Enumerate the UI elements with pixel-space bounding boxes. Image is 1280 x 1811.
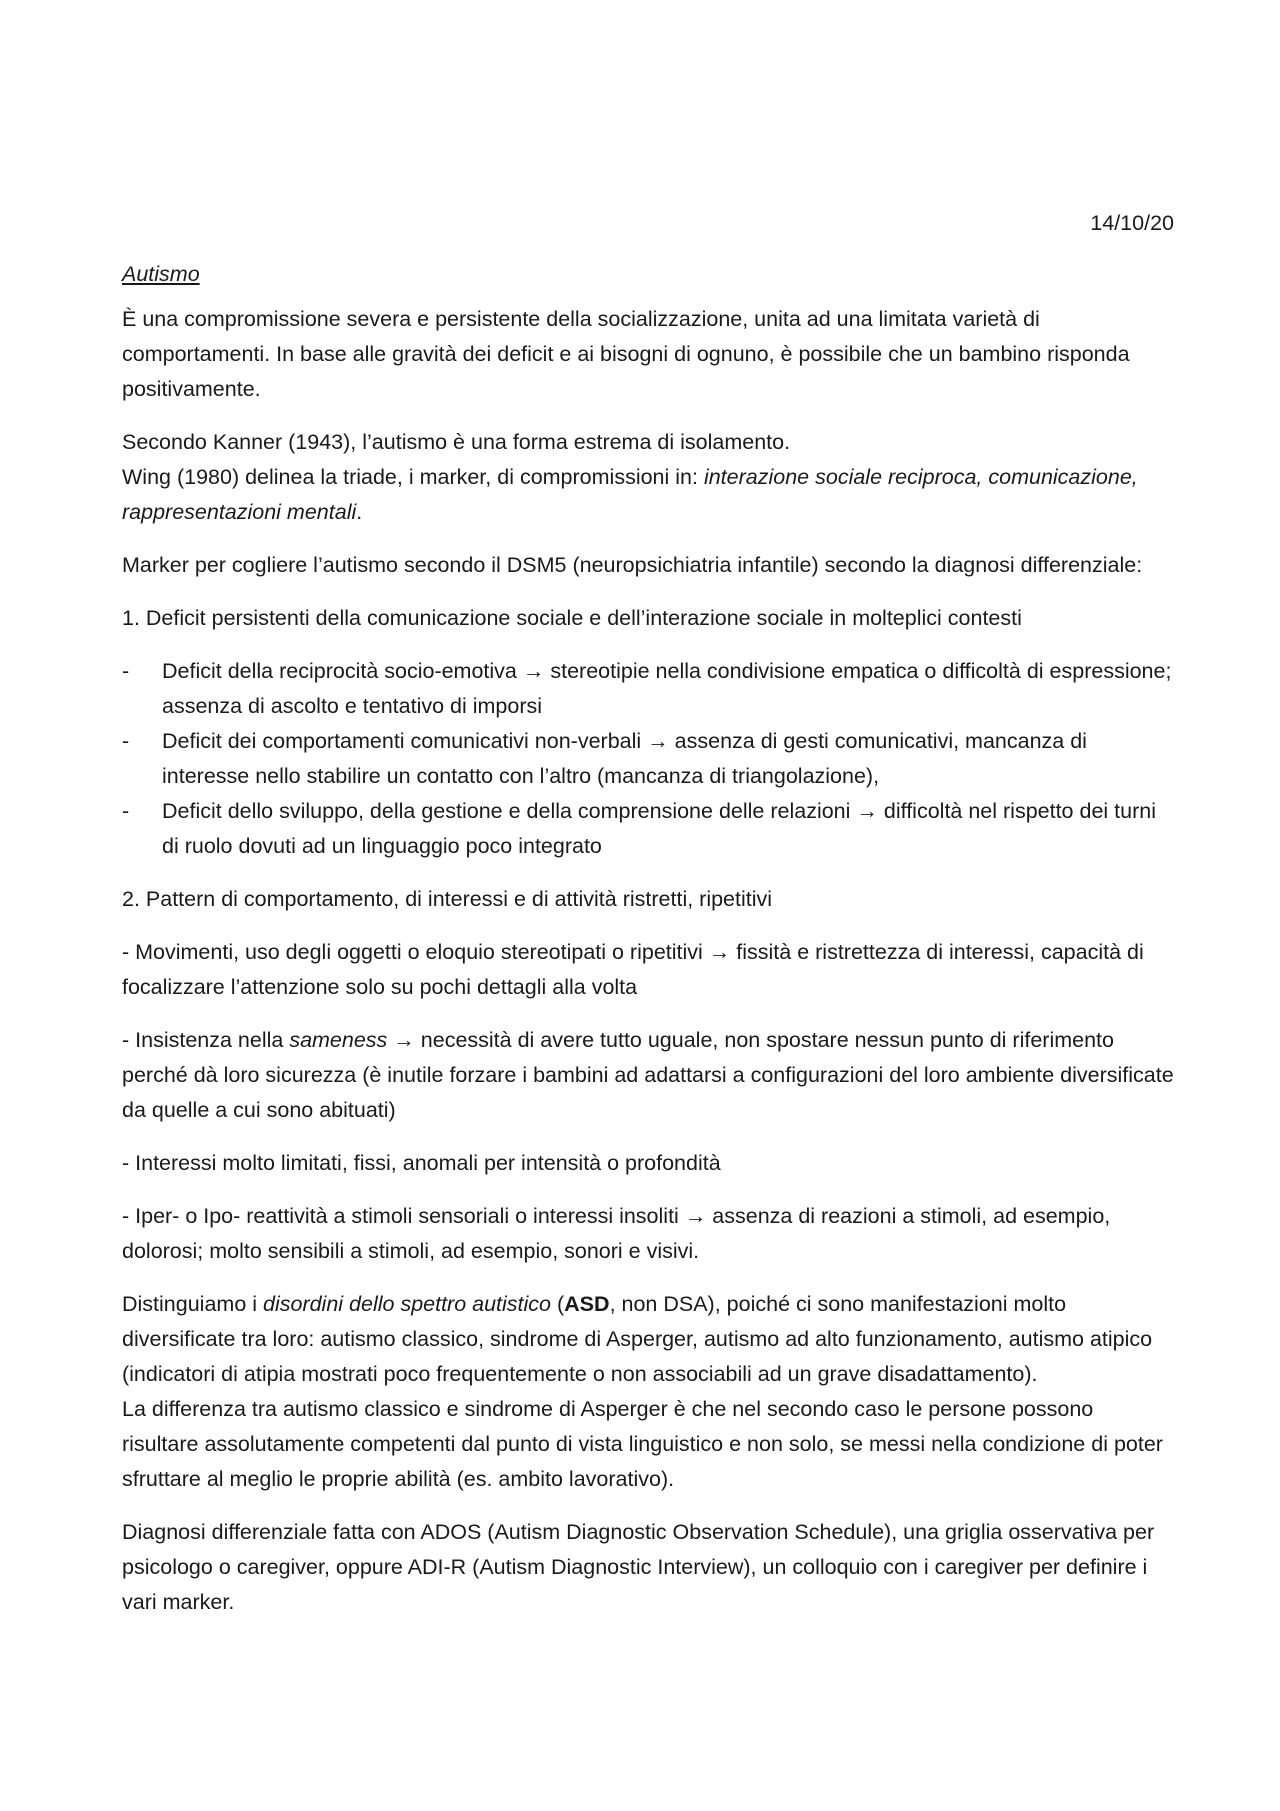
document-body [122, 206, 1174, 1638]
paragraph-diagnosis: Diagnosi differenziale fatta con ADOS (Autism Diagnostic Observation Schedule), una griglia osservativa per psicologo o caregiver, oppure ADI-R (Autism Diagnostic Interview), un colloquio con i caregiver per definire i vari marker. [122, 1520, 1155, 1614]
dash-bullet: - [122, 729, 130, 753]
list-item: - Deficit della reciprocità socio-emotiva → stereotipie nella condivisione empatica o difficoltà di espressione; assenza di ascolto e tentativo di imporsi [122, 654, 1174, 724]
wing-line-intro: Wing (1980) delinea la triade, i marker, di compromissioni in: [122, 465, 704, 489]
wing-line-end: . [356, 500, 363, 524]
document-title: Autismo [122, 262, 200, 286]
arrow-right-icon: → [393, 1028, 415, 1052]
paragraph-dsm5: Marker per cogliere l’autismo secondo il DSM5 (neuropsichiatria infantile) secondo la diagnosi differenziale: [122, 553, 1143, 577]
paragraph-asd: Distinguiamo i disordini dello spettro autistico (ASD, non DSA), poiché ci sono manifestazioni molto diversificate tra loro: autismo classico, sindrome di Asperger, autismo ad alto funzionamento, autismo atipico (indicatori di atipia mostrati poco frequentemente o non associabili ad un grave disadattamento). [122, 1292, 1153, 1386]
kanner-line: Secondo Kanner (1943), l’autismo è una forma estrema di isolamento. [122, 430, 791, 454]
arrow-right-icon: → [684, 1204, 707, 1228]
wing-triad-terms: interazione sociale reciproca, comunicazione, rappresentazioni mentali [122, 465, 1138, 524]
arrow-right-icon: → [856, 799, 878, 823]
arrow-right-icon: → [647, 729, 669, 753]
section2-item-interests: - Interessi molto limitati, fissi, anomali per intensità o profondità [122, 1151, 721, 1175]
paragraph-history [122, 425, 1174, 530]
section2-item-movements: - Movimenti, uso degli oggetti o eloquio stereotipati o ripetitivi → fissità e ristrettezza di interessi, capacità di focalizzare l’attenzione solo su pochi dettagli alla volta [122, 940, 1144, 999]
document-date: 14/10/20 [1090, 211, 1174, 235]
section1-list [122, 654, 1174, 864]
section1-heading: 1. Deficit persistenti della comunicazione sociale e dell’interazione sociale in molteplici contesti [122, 606, 1022, 630]
paragraph-definition: È una compromissione severa e persistente della socializzazione, unita ad una limitata varietà di comportamenti. In base alle gravità dei deficit e ai bisogni di ognuno, è possibile che un bambino risponda positivamente. [122, 307, 1130, 401]
section2-item-reactivity: - Iper- o Ipo- reattività a stimoli sensoriali o interessi insoliti → assenza di reazioni a stimoli, ad esempio, dolorosi; molto sensibili a stimoli, ad esempio, sonori e visivi. [122, 1204, 1111, 1263]
arrow-right-icon: → [522, 659, 545, 683]
paragraph-asperger: La differenza tra autismo classico e sindrome di Asperger è che nel secondo caso le persone possono risultare assolutamente competenti dal punto di vista linguistico e non solo, se messi nella condizione di poter sfruttare al meglio le proprie abilità (es. ambito lavorativo). [122, 1397, 1163, 1491]
dash-bullet: - [122, 659, 130, 683]
section2-heading: 2. Pattern di comportamento, di interessi e di attività ristretti, ripetitivi [122, 887, 773, 911]
arrow-right-icon: → [708, 940, 731, 964]
dash-bullet: - [122, 799, 130, 823]
list-item: - Deficit dello sviluppo, della gestione e della comprensione delle relazioni → difficoltà nel rispetto dei turni di ruolo dovuti ad un linguaggio poco integrato [122, 794, 1174, 864]
list-item: - Deficit dei comportamenti comunicativi non-verbali → assenza di gesti comunicativi, mancanza di interesse nello stabilire un contatto con l’altro (mancanza di triangolazione), [122, 724, 1174, 794]
section2-item-sameness: - Insistenza nella sameness → necessità di avere tutto uguale, non spostare nessun punto di riferimento perché dà loro sicurezza (è inutile forzare i bambini ad adattarsi a configurazioni del loro ambiente diversificate da quelle a cui sono abituati) [122, 1028, 1174, 1122]
